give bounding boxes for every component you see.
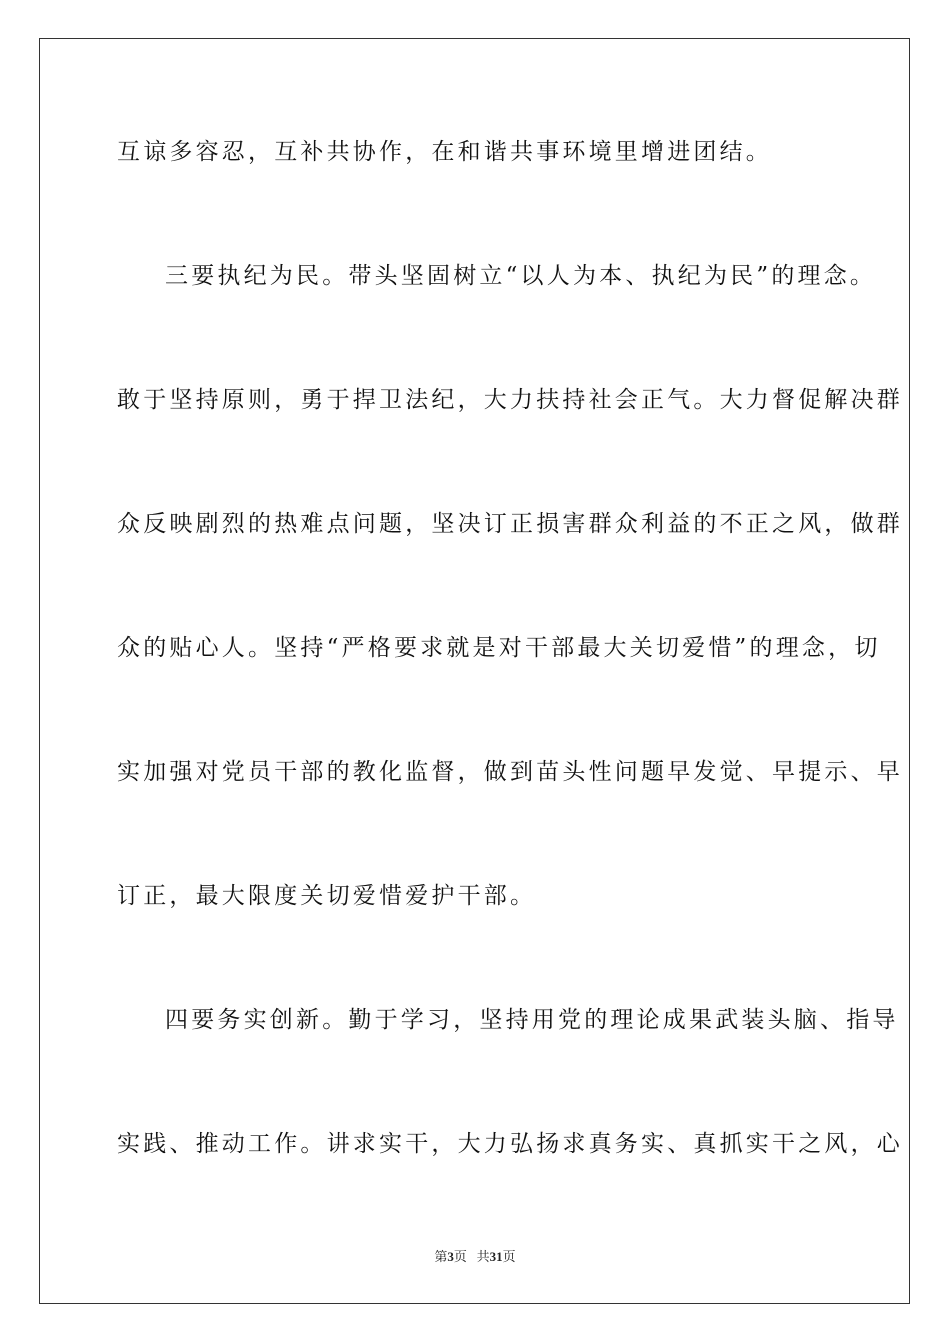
text-line-9: 实践、推动工作。讲求实干，大力弘扬求真务实、真抓实干之风，心: [117, 1131, 903, 1157]
text-line-5: 众的贴心人。坚持“严格要求就是对干部最大关切爱惜”的理念，切: [117, 635, 881, 661]
page-suffix: 页: [453, 1249, 467, 1264]
total-suffix: 页: [502, 1249, 516, 1264]
text-line-1: 互谅多容忍，互补共协作，在和谐共事环境里增进团结。: [117, 139, 772, 165]
text-line-8: 四要务实创新。勤于学习，坚持用党的理论成果武装头脑、指导: [165, 1007, 899, 1033]
total-prefix: 共: [476, 1249, 490, 1264]
text-line-3: 敢于坚持原则，勇于捍卫法纪，大力扶持社会正气。大力督促解决群: [117, 387, 903, 413]
total-pages: 31: [489, 1249, 503, 1264]
text-line-7: 订正，最大限度关切爱惜爱护干部。: [117, 883, 537, 909]
text-line-2: 三要执纪为民。带头坚固树立“以人为本、执纪为民”的理念。: [165, 263, 877, 289]
page-border: [39, 38, 910, 1304]
page-footer: [0, 1248, 950, 1266]
text-line-6: 实加强对党员干部的教化监督，做到苗头性问题早发觉、早提示、早: [117, 759, 903, 785]
text-line-4: 众反映剧烈的热难点问题，坚决订正损害群众利益的不正之风，做群: [117, 511, 903, 537]
page-prefix: 第: [434, 1249, 448, 1264]
page-number: 3: [447, 1249, 454, 1264]
